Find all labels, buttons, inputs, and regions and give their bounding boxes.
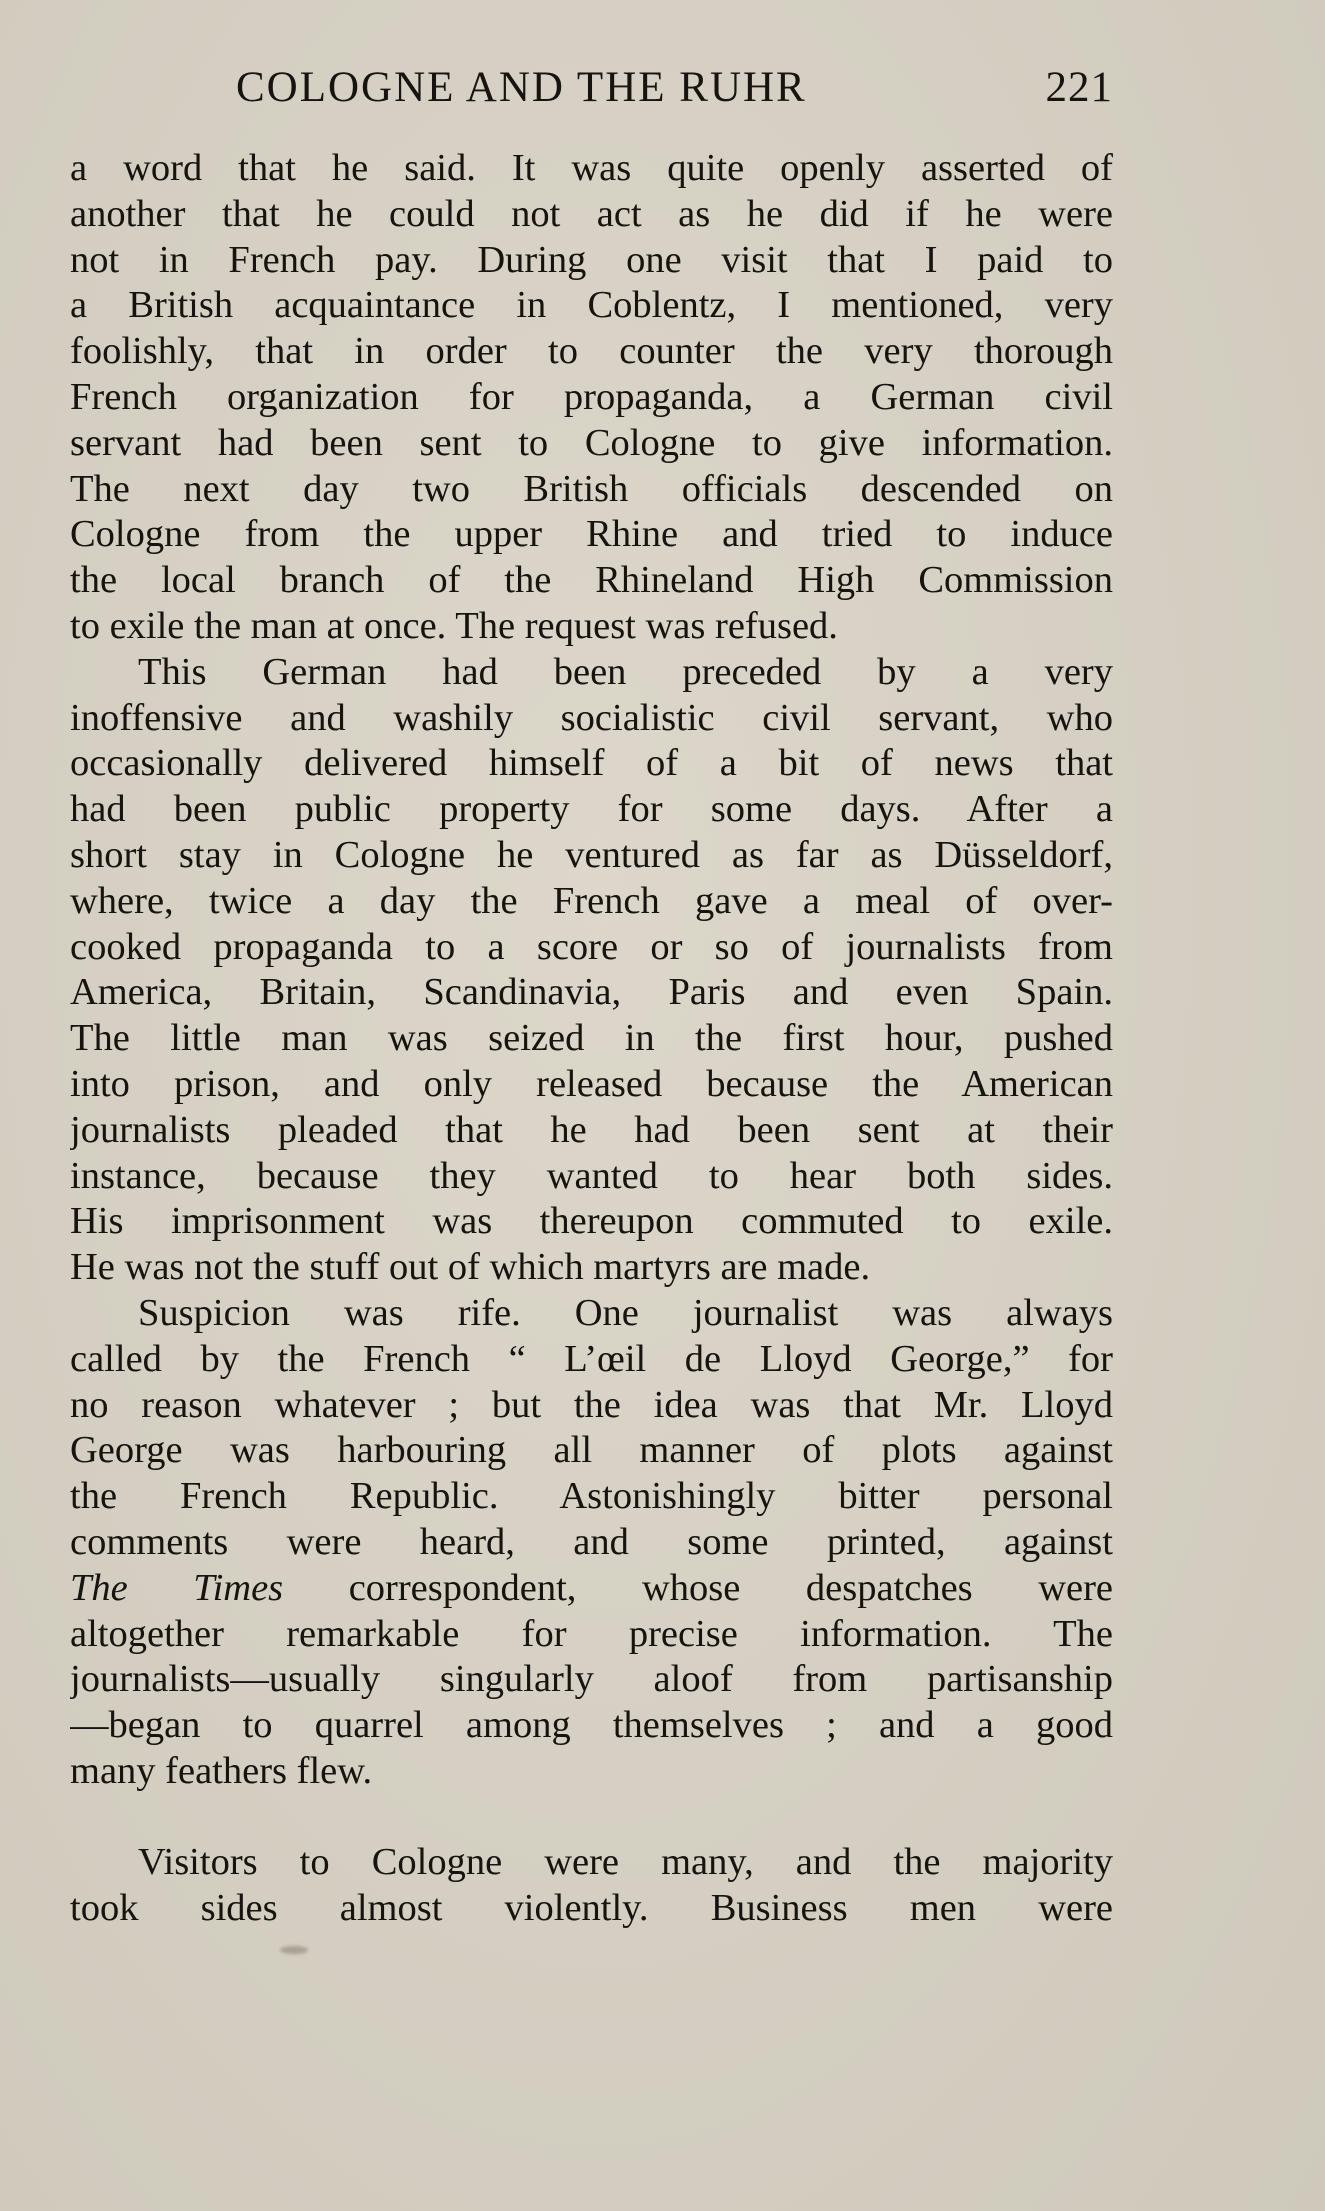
text-line: The next day two British officials descended on	[70, 467, 1113, 510]
text-line: another that he could not act as he did if he were	[70, 192, 1113, 235]
text-line: journalists pleaded that he had been sent at their	[70, 1108, 1113, 1151]
text-line: He was not the stuff out of which martyrs are made.	[70, 1246, 871, 1289]
text-line: French organization for propaganda, a German civil	[70, 375, 1113, 418]
text-line: America, Britain, Scandinavia, Paris and even Spain.	[70, 971, 1113, 1014]
paragraph-start-line: Visitors to Cologne were many, and the majority	[138, 1841, 1113, 1884]
body-text	[70, 146, 1113, 1932]
text-line: journalists—usually singularly aloof from partisanship	[70, 1658, 1113, 1701]
text-line: foolishly, that in order to counter the very thorough	[70, 330, 1113, 373]
ink-smudge	[280, 1946, 308, 1954]
text-line: took sides almost violently. Business men were	[70, 1887, 1113, 1930]
text-line: not in French pay. During one visit that I paid to	[70, 238, 1113, 281]
text-line: the French Republic. Astonishingly bitter personal	[70, 1475, 1113, 1518]
text-line: Cologne from the upper Rhine and tried to induce	[70, 513, 1113, 556]
text-line: to exile the man at once. The request was refused.	[70, 604, 838, 647]
paragraph-start-line: Suspicion was rife. One journalist was always	[138, 1291, 1113, 1334]
text-line: short stay in Cologne he ventured as far as Düsseldorf,	[70, 833, 1113, 876]
text-line: altogether remarkable for precise information. The	[70, 1612, 1113, 1655]
paragraph-start-line: This German had been preceded by a very	[138, 650, 1113, 693]
text-line: —began to quarrel among themselves ; and a good	[70, 1704, 1113, 1747]
text-line: no reason whatever ; but the idea was that Mr. Lloyd	[70, 1383, 1113, 1426]
text-line: comments were heard, and some printed, against	[70, 1520, 1113, 1563]
text-line: instance, because they wanted to hear both sides.	[70, 1154, 1113, 1197]
text-line: cooked propaganda to a score or so of journalists from	[70, 925, 1113, 968]
text-line: many feathers flew.	[70, 1749, 373, 1792]
text-line: occasionally delivered himself of a bit of news that	[70, 742, 1113, 785]
text-line: His imprisonment was thereupon commuted to exile.	[70, 1200, 1113, 1243]
text-line: a British acquaintance in Coblentz, I mentioned, very	[70, 284, 1113, 327]
section-break	[70, 1795, 1113, 1841]
text-line: inoffensive and washily socialistic civil servant, who	[70, 696, 1113, 739]
text-line: the local branch of the Rhineland High Commission	[70, 559, 1113, 602]
text-line-rest: correspondent, whose despatches were	[283, 1566, 1113, 1609]
text-line: into prison, and only released because the American	[70, 1062, 1113, 1105]
text-line: George was harbouring all manner of plots against	[70, 1429, 1113, 1472]
italic-title: The Times	[70, 1566, 284, 1609]
text-line: where, twice a day the French gave a meal of over-	[70, 879, 1113, 922]
page-number: 221	[1045, 64, 1113, 111]
running-head	[68, 58, 1113, 118]
text-line	[70, 1566, 1113, 1612]
running-title: COLOGNE AND THE RUHR	[236, 64, 807, 111]
text-line: called by the French “ L’œil de Lloyd George,” for	[70, 1337, 1113, 1380]
text-line: The little man was seized in the first hour, pushed	[70, 1017, 1113, 1060]
text-line: had been public property for some days. After a	[70, 788, 1113, 831]
text-line: a word that he said. It was quite openly asserted of	[70, 147, 1113, 189]
text-line: servant had been sent to Cologne to give information.	[70, 421, 1113, 464]
